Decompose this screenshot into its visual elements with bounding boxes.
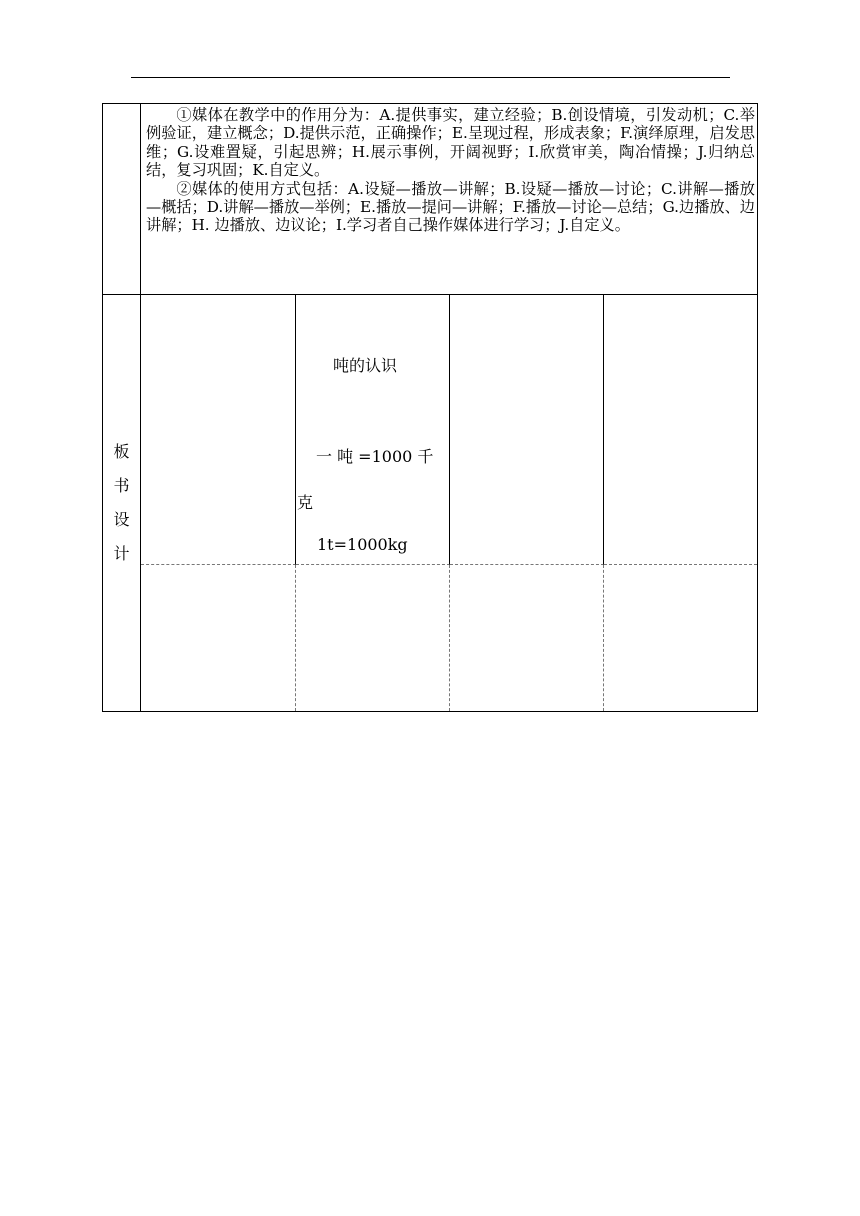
board-label-char: 书 xyxy=(113,476,130,495)
media-label-cell xyxy=(103,104,141,295)
board-title: 吨的认识 xyxy=(333,356,398,375)
board-cell xyxy=(296,295,450,565)
board-label-char: 计 xyxy=(113,544,130,563)
board-unit-formula: 1t=1000kg xyxy=(317,535,408,554)
board-cell xyxy=(450,295,604,565)
board-cell xyxy=(141,565,296,711)
board-cell xyxy=(141,295,296,565)
board-cell xyxy=(450,565,604,711)
header-rule xyxy=(131,77,730,78)
board-cell xyxy=(604,295,757,565)
board-conversion-line: 一 吨 =1000 千 xyxy=(316,447,434,466)
board-design-label-cell xyxy=(103,295,141,711)
media-content-cell xyxy=(141,104,757,295)
board-cell xyxy=(604,565,757,711)
media-usage-paragraph: ②媒体的使用方式包括：A.设疑—播放—讲解；B.设疑—播放—讨论；C.讲解—播放—概括；D.讲解—播放—举例；E.播放—提问—讲解；F.播放—讨论—总结；G.边播放、边讲解；H. 边播放、边议论；I.学习者自己操作媒体进行学习；J.自定义。 xyxy=(146,179,755,235)
board-conversion-line-wrap: 克 xyxy=(297,493,314,512)
board-cell xyxy=(296,565,450,711)
media-function-paragraph: ①媒体在教学中的作用分为：A.提供事实，建立经验；B.创设情境，引发动机；C.举例验证，建立概念；D.提供示范，正确操作；E.呈现过程，形成表象；F.演绎原理，启发思维；G.设难置疑，引起思辨；H.展示事例，开阔视野；I.欣赏审美，陶冶情操；J.归纳总结，复习巩固；K.自定义。 xyxy=(146,106,755,180)
board-label-char: 板 xyxy=(113,442,130,461)
lesson-plan-table xyxy=(102,103,758,712)
board-label-char: 设 xyxy=(113,510,130,529)
